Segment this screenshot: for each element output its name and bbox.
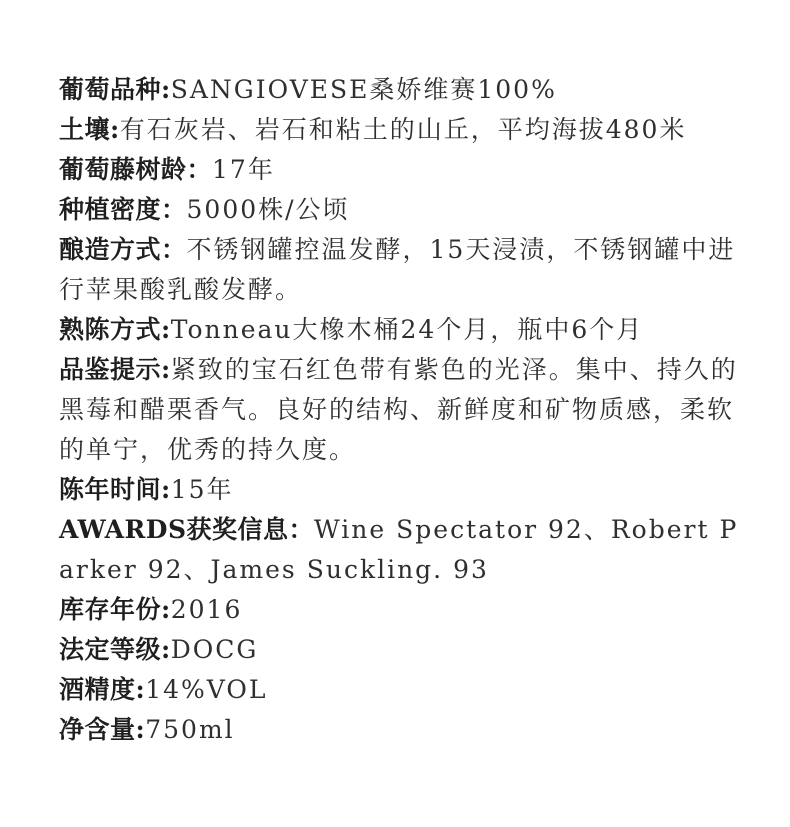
label-aging-potential: 陈年时间:	[59, 475, 171, 504]
label-tasting-notes: 品鉴提示:	[59, 355, 171, 384]
label-alcohol: 酒精度:	[59, 675, 146, 704]
label-vintage: 库存年份:	[59, 595, 171, 624]
value-awards: Wine Spectator 92、Robert Parker 92、James Suckling. 93	[59, 515, 739, 584]
value-alcohol: 14%VOL	[145, 675, 268, 704]
value-tasting-notes: 紧致的宝石红色带有紫色的光泽。集中、持久的黑莓和醋栗香气。良好的结构、新鲜度和矿物质感，柔软的单宁，优秀的持久度。	[59, 355, 738, 464]
label-vine-age: 葡萄藤树龄：	[59, 155, 213, 184]
value-vine-age: 17年	[212, 155, 275, 184]
label-vinification: 酿造方式：	[59, 235, 187, 264]
row-classification	[59, 630, 739, 670]
value-aging-potential: 15年	[170, 475, 234, 504]
row-planting-density	[59, 190, 739, 230]
value-soil: 有石灰岩、岩石和粘土的山丘，平均海拔480米	[119, 115, 687, 144]
label-volume: 净含量:	[59, 715, 146, 744]
value-grape-variety: SANGIOVESE桑娇维赛100%	[170, 75, 557, 104]
value-planting-density: 5000株/公顷	[186, 195, 350, 224]
row-vine-age	[59, 150, 739, 190]
value-classification: DOCG	[170, 635, 259, 664]
value-aging: Tonneau大橡木桶24个月，瓶中6个月	[170, 315, 644, 344]
label-planting-density: 种植密度：	[59, 195, 187, 224]
row-aging	[59, 310, 739, 350]
spec-list	[59, 70, 739, 750]
row-volume	[59, 710, 739, 750]
row-aging-potential	[59, 470, 739, 510]
label-awards: AWARDS获奖信息：	[59, 515, 315, 544]
row-grape-variety	[59, 70, 739, 110]
row-vintage	[59, 590, 739, 630]
row-awards	[59, 510, 739, 590]
label-aging: 熟陈方式:	[59, 315, 171, 344]
value-vinification: 不锈钢罐控温发酵，15天浸渍，不锈钢罐中进行苹果酸乳酸发酵。	[59, 235, 736, 304]
value-volume: 750ml	[145, 715, 235, 744]
label-soil: 土壤:	[59, 115, 120, 144]
row-tasting-notes	[59, 350, 739, 470]
row-alcohol	[59, 670, 739, 710]
row-soil	[59, 110, 739, 150]
label-classification: 法定等级:	[59, 635, 171, 664]
row-vinification	[59, 230, 739, 310]
value-vintage: 2016	[170, 595, 243, 624]
label-grape-variety: 葡萄品种:	[59, 75, 171, 104]
